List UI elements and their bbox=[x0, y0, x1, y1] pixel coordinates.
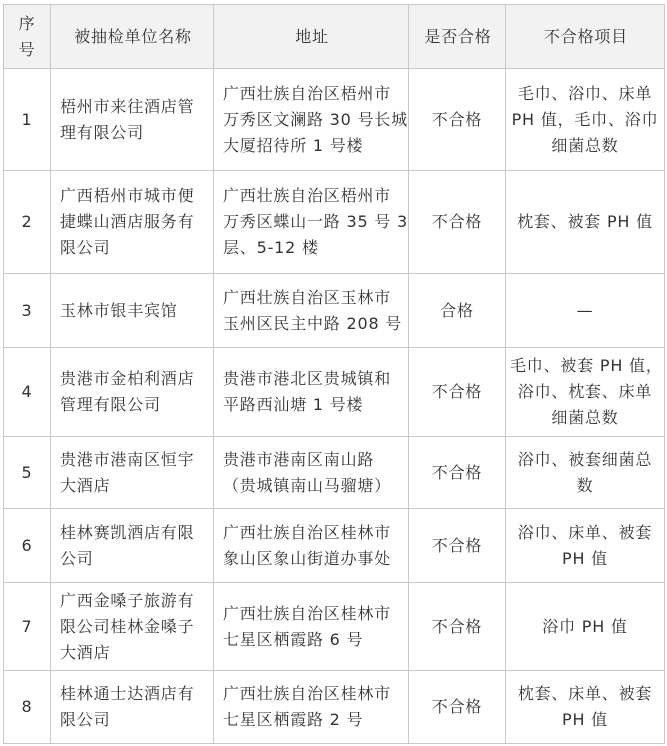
failed-items-line: 毛巾、被套 PH 值， bbox=[510, 356, 663, 375]
failed-items-line: — bbox=[576, 300, 594, 320]
address-line: 广西壮族自治区桂林市 bbox=[223, 603, 392, 623]
cell-unit-name bbox=[51, 171, 214, 274]
failed-items-line: 数 bbox=[576, 475, 594, 495]
cell-failed-items bbox=[506, 348, 665, 437]
cell-index: 1 bbox=[4, 69, 51, 171]
failed-items-line: 浴巾 PH 值 bbox=[542, 616, 628, 636]
unit-name-line: 捷蝶山酒店服务有 bbox=[60, 212, 195, 231]
table-row bbox=[4, 348, 665, 437]
cell-qualified: 不合格 bbox=[409, 671, 506, 744]
address-line: 层、5-12 楼 bbox=[223, 238, 319, 257]
table-header-row bbox=[4, 5, 665, 69]
cell-unit-name bbox=[51, 348, 214, 437]
cell-qualified: 不合格 bbox=[409, 437, 506, 509]
cell-address bbox=[214, 348, 409, 437]
cell-index: 2 bbox=[4, 171, 51, 274]
address-line: （贵城镇南山马骝塘） bbox=[223, 475, 392, 495]
cell-failed-items bbox=[506, 171, 665, 274]
address-line: 广西壮族自治区梧州市 bbox=[223, 83, 392, 103]
inspection-results-table bbox=[3, 4, 665, 744]
unit-name-line: 桂林通士达酒店有 bbox=[60, 684, 195, 703]
address-line: 贵港市港北区贵城镇和 bbox=[223, 369, 392, 388]
unit-name-line: 公司 bbox=[60, 548, 94, 568]
address-line: 万秀区文澜路 30 号长城 bbox=[223, 109, 408, 129]
cell-failed-items bbox=[506, 437, 665, 509]
address-line: 玉州区民主中路 208 号 bbox=[223, 313, 403, 333]
address-line: 广西壮族自治区桂林市 bbox=[223, 522, 392, 542]
table-row bbox=[4, 583, 665, 671]
unit-name-line: 限公司 bbox=[60, 238, 111, 257]
cell-qualified: 合格 bbox=[409, 274, 506, 348]
table-row bbox=[4, 671, 665, 744]
unit-name-line: 贵港市金柏利酒店 bbox=[60, 369, 195, 388]
failed-items-line: 浴巾、床单、被套 bbox=[517, 522, 653, 542]
failed-items-line: 浴巾、被套细菌总 bbox=[517, 449, 653, 469]
unit-name-line: 梧州市来往酒店管 bbox=[60, 96, 195, 116]
cell-qualified: 不合格 bbox=[409, 509, 506, 583]
header-address: 地址 bbox=[214, 5, 409, 69]
header-index-line: 序 bbox=[18, 13, 36, 33]
table-row bbox=[4, 509, 665, 583]
header-index-line: 号 bbox=[18, 39, 36, 59]
address-line: 七星区栖霞路 6 号 bbox=[223, 629, 364, 649]
failed-items-line: 毛巾、浴巾、床单 bbox=[517, 83, 653, 103]
cell-index: 7 bbox=[4, 583, 51, 671]
table-row bbox=[4, 171, 665, 274]
cell-unit-name bbox=[51, 274, 214, 348]
address-line: 广西壮族自治区玉林市 bbox=[223, 287, 392, 307]
header-qualified: 是否合格 bbox=[409, 5, 506, 69]
cell-failed-items bbox=[506, 274, 665, 348]
cell-address bbox=[214, 69, 409, 171]
address-line: 广西壮族自治区梧州市 bbox=[223, 186, 392, 205]
cell-address bbox=[214, 171, 409, 274]
cell-address bbox=[214, 437, 409, 509]
address-line: 万秀区蝶山一路 35 号 3 bbox=[223, 212, 408, 231]
failed-items-line: 枕套、床单、被套 bbox=[517, 684, 653, 703]
cell-unit-name bbox=[51, 671, 214, 744]
failed-items-line: PH 值，毛巾、浴巾 bbox=[511, 109, 659, 129]
failed-items-line: 浴巾、枕套、床单 bbox=[517, 382, 653, 401]
cell-qualified: 不合格 bbox=[409, 69, 506, 171]
address-line: 象山区象山街道办事处 bbox=[223, 548, 392, 568]
unit-name-line: 桂林赛凯酒店有限 bbox=[60, 522, 195, 542]
table-container bbox=[3, 4, 664, 744]
address-line: 广西壮族自治区桂林市 bbox=[223, 684, 392, 703]
cell-index: 8 bbox=[4, 671, 51, 744]
cell-failed-items bbox=[506, 671, 665, 744]
cell-index: 3 bbox=[4, 274, 51, 348]
unit-name-line: 理有限公司 bbox=[60, 122, 145, 142]
unit-name-line: 限公司 bbox=[60, 710, 111, 729]
unit-name-line: 广西金嗓子旅游有 bbox=[60, 590, 195, 610]
unit-name-line: 大酒店 bbox=[60, 475, 111, 495]
header-index bbox=[4, 5, 51, 69]
unit-name-line: 广西梧州市城市便 bbox=[60, 186, 195, 205]
table-row bbox=[4, 437, 665, 509]
header-unit-name: 被抽检单位名称 bbox=[51, 5, 214, 69]
cell-unit-name bbox=[51, 583, 214, 671]
cell-index: 4 bbox=[4, 348, 51, 437]
header-failed-items: 不合格项目 bbox=[506, 5, 665, 69]
failed-items-line: PH 值 bbox=[562, 710, 608, 729]
table-row bbox=[4, 274, 665, 348]
cell-index: 6 bbox=[4, 509, 51, 583]
unit-name-line: 管理有限公司 bbox=[60, 395, 161, 414]
address-line: 平路西汕塘 1 号楼 bbox=[223, 395, 364, 414]
cell-address bbox=[214, 274, 409, 348]
address-line: 贵港市港南区南山路 bbox=[223, 449, 375, 469]
cell-qualified: 不合格 bbox=[409, 171, 506, 274]
cell-qualified: 不合格 bbox=[409, 583, 506, 671]
cell-qualified: 不合格 bbox=[409, 348, 506, 437]
cell-failed-items bbox=[506, 69, 665, 171]
failed-items-line: 细菌总数 bbox=[551, 135, 619, 155]
unit-name-line: 大酒店 bbox=[60, 642, 111, 662]
cell-address bbox=[214, 509, 409, 583]
cell-address bbox=[214, 583, 409, 671]
unit-name-line: 限公司桂林金嗓子 bbox=[60, 616, 195, 636]
failed-items-line: 细菌总数 bbox=[551, 408, 619, 427]
failed-items-line: 枕套、被套 PH 值 bbox=[517, 212, 653, 231]
unit-name-line: 玉林市银丰宾馆 bbox=[60, 300, 178, 320]
cell-unit-name bbox=[51, 509, 214, 583]
address-line: 大厦招待所 1 号楼 bbox=[223, 135, 364, 155]
cell-index: 5 bbox=[4, 437, 51, 509]
cell-failed-items bbox=[506, 583, 665, 671]
failed-items-line: PH 值 bbox=[562, 548, 608, 568]
cell-failed-items bbox=[506, 509, 665, 583]
unit-name-line: 贵港市港南区恒宇 bbox=[60, 449, 195, 469]
cell-unit-name bbox=[51, 437, 214, 509]
cell-unit-name bbox=[51, 69, 214, 171]
table-row bbox=[4, 69, 665, 171]
address-line: 七星区栖霞路 2 号 bbox=[223, 710, 364, 729]
cell-address bbox=[214, 671, 409, 744]
